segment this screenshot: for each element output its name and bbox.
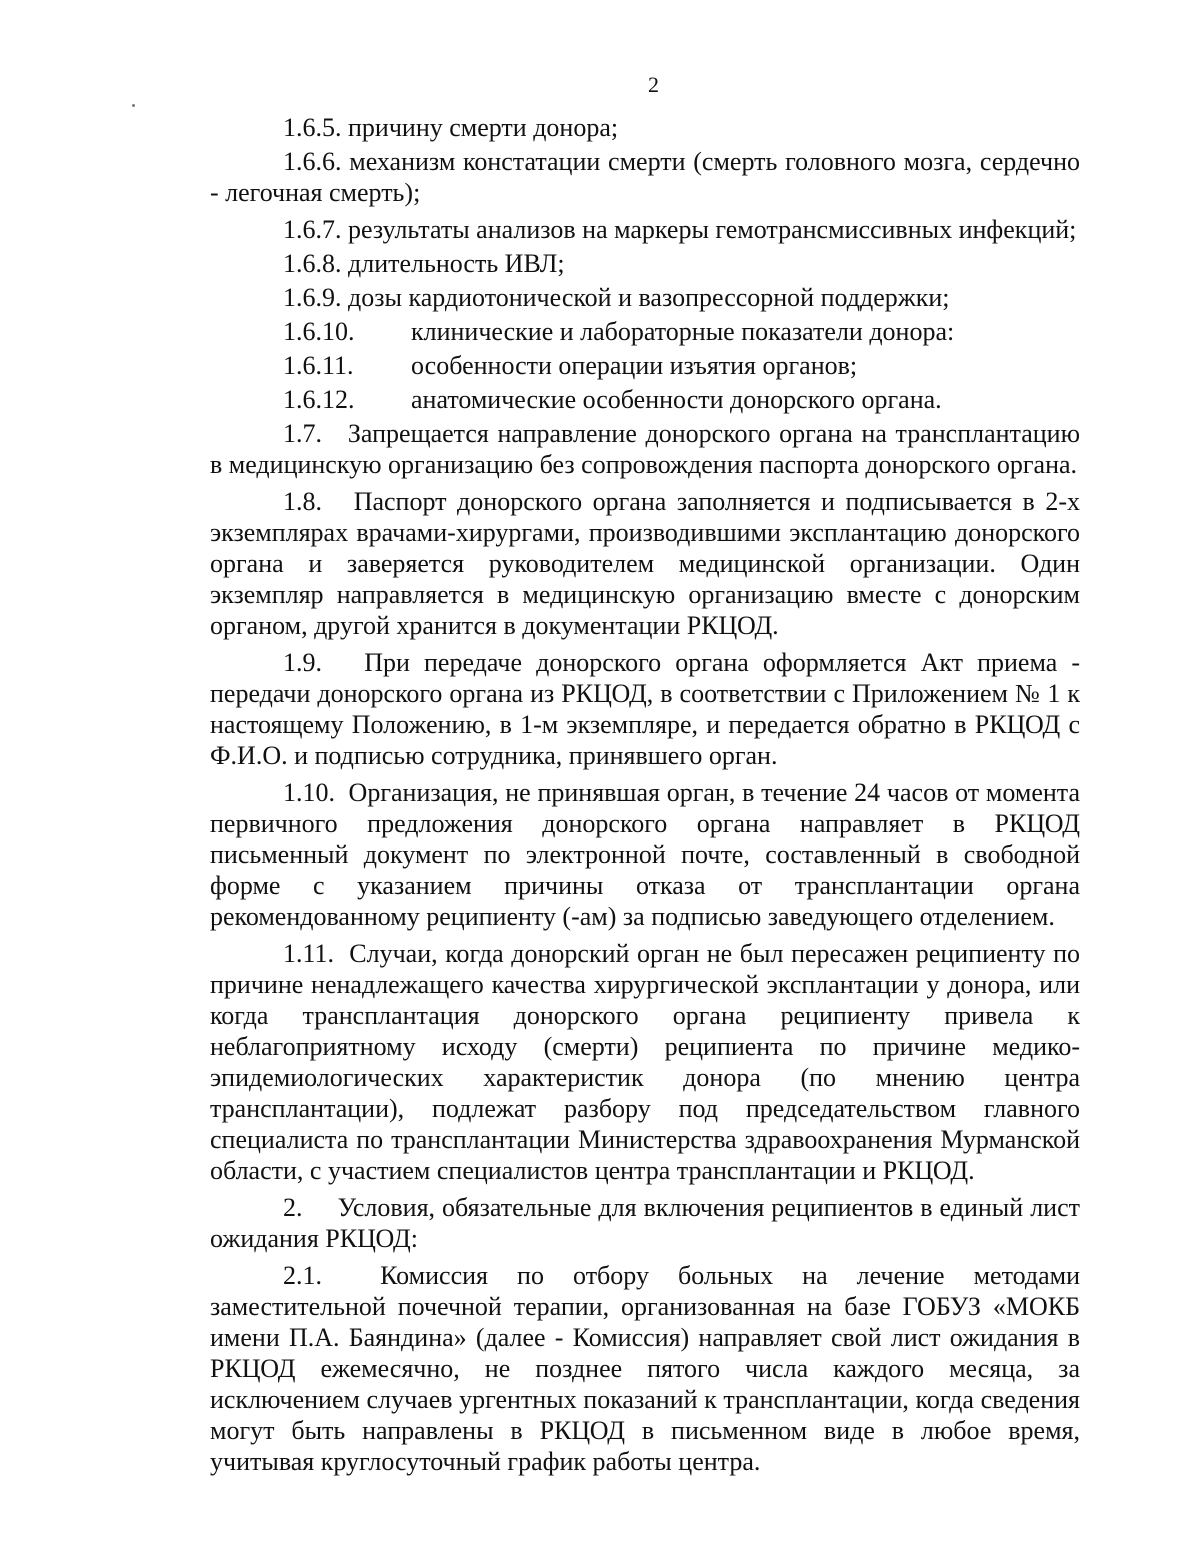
list-item: 1.6.12. анатомические особенности донорского органа. bbox=[283, 385, 942, 414]
paragraph-1-10: 1.10. Организация, не принявшая орган, в течение 24 часов от момента первичного предложения донорского органа направляет в РКЦОД письменный документ по электронной почте, составленный в свободной форме с указанием причины отказа от трансплантации органа рекомендованному реципиенту (-ам) за подписью заведующего отделением. bbox=[210, 778, 1081, 931]
list-item: 1.6.5. причину смерти донора; bbox=[283, 113, 619, 142]
paragraph-1-11: 1.11. Случаи, когда донорский орган не был пересажен реципиенту по причине ненадлежащего качества хирургической эксплантации у донора, или когда трансплантация донорского органа реципиенту привела к неблагоприятному исходу (смерти) реципиента по причине медико-эпидемиологических характеристик донора (по мнению центра трансплантации), подлежат разбору под председательством главного специалиста по трансплантации Министерства здравоохранения Мурманской области, с участием специалистов центра трансплантации и РКЦОД. bbox=[210, 939, 1080, 1185]
section-2-heading: 2. Условия, обязательные для включения реципиентов в единый лист ожидания РКЦОД: bbox=[210, 1193, 1080, 1253]
document-body bbox=[210, 112, 1080, 1483]
paragraph-1-9: 1.9. При передаче донорского органа оформляется Акт приема - передачи донорского органа из РКЦОД, в соответствии с Приложением № 1 к настоящему Положению, в 1-м экземпляре, и передается обратно в РКЦОД с Ф.И.О. и подписью сотрудника, принявшего орган. bbox=[210, 648, 1081, 770]
paragraph-1-8: 1.8. Паспорт донорского органа заполняется и подписывается в 2-х экземплярах врачами-хирургами, производившими эксплантацию донорского органа и заверяется руководителем медицинской организации. Один экземпляр направляется в медицинскую организацию вместе с донорским органом, другой хранится в документации РКЦОД. bbox=[210, 487, 1080, 640]
paragraph-2-1: 2.1. Комиссия по отбору больных на лечение методами заместительной почечной терапии, организованная на базе ГОБУЗ «МОКБ имени П.А. Баяндина» (далее - Комиссия) направляет свой лист ожидания в РКЦОД ежемесячно, не позднее пятого числа каждого месяца, за исключением случаев ургентных показаний к трансплантации, когда сведения могут быть направлены в РКЦОД в письменном виде в любое время, учитывая круглосуточный график работы центра. bbox=[210, 1261, 1080, 1476]
page-number: 2 bbox=[648, 72, 659, 97]
paragraph-1-7: 1.7. Запрещается направление донорского органа на трансплантацию в медицинскую организацию без сопровождения паспорта донорского органа. bbox=[210, 419, 1081, 479]
list-item: 1.6.10. клинические и лабораторные показатели донора: bbox=[283, 317, 955, 346]
list-item: 1.6.11. особенности операции изъятия органов; bbox=[283, 351, 858, 380]
list-item: 1.6.7. результаты анализов на маркеры гемотрансмиссивных инфекций; bbox=[283, 215, 1077, 244]
list-item: 1.6.8. длительность ИВЛ; bbox=[283, 249, 565, 278]
list-item: 1.6.6. механизм констатации смерти (смерть головного мозга, сердечно - легочная смерть); bbox=[210, 147, 1080, 207]
list-item: 1.6.9. дозы кардиотонической и вазопрессорной поддержки; bbox=[283, 283, 950, 312]
scan-speck bbox=[132, 104, 135, 107]
